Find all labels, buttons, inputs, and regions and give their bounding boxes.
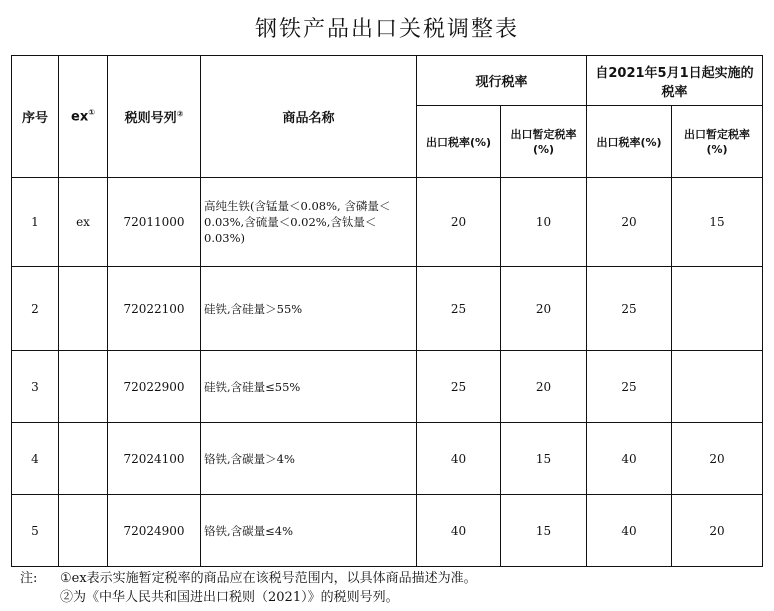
page-title: 钢铁产品出口关税调整表 [254,17,519,42]
footnote-mark-1: ① [88,108,95,118]
tariff-table [11,55,763,567]
cell-tariff: 72024900 [108,495,201,567]
cell-new-export-rate: 40 [587,495,672,567]
cell-tariff: 72024100 [108,423,201,495]
table-row [12,423,763,495]
cell-ex [59,351,108,423]
cell-new-export-rate: 25 [587,267,672,351]
cell-product-name: 高纯生铁(含锰量＜0.08%, 含磷量＜0.03%,含硫量＜0.02%,含钛量＜0.03%) [201,178,417,267]
cell-tariff: 72022900 [108,351,201,423]
cell-current-provisional-rate: 10 [501,178,587,267]
header-new-export-rate: 出口税率(%) [587,106,672,178]
table-row [12,178,763,267]
cell-product-name: 硅铁,含硅量＞55% [201,267,417,351]
cell-current-provisional-rate: 20 [501,267,587,351]
cell-product-name: 铬铁,含碳量＞4% [201,423,417,495]
cell-seq: 3 [12,351,59,423]
cell-new-provisional-rate: 15 [672,178,763,267]
footnotes [20,569,477,607]
cell-current-provisional-rate: 15 [501,495,587,567]
cell-current-export-rate: 25 [417,351,501,423]
cell-new-provisional-rate: 20 [672,495,763,567]
cell-new-provisional-rate [672,267,763,351]
header-product-name: 商品名称 [201,56,417,178]
cell-tariff: 72011000 [108,178,201,267]
cell-current-export-rate: 20 [417,178,501,267]
cell-seq: 1 [12,178,59,267]
cell-current-export-rate: 40 [417,423,501,495]
cell-new-export-rate: 25 [587,351,672,423]
cell-seq: 2 [12,267,59,351]
cell-new-export-rate: 20 [587,178,672,267]
table-row [12,267,763,351]
cell-new-provisional-rate [672,351,763,423]
header-new-provisional-rate: 出口暂定税率(%) [672,106,763,178]
cell-new-provisional-rate: 20 [672,423,763,495]
cell-ex [59,267,108,351]
cell-current-export-rate: 25 [417,267,501,351]
cell-seq: 4 [12,423,59,495]
table-row [12,351,763,423]
cell-tariff: 72022100 [108,267,201,351]
footnote-1: ①ex表示实施暂定税率的商品应在该税号范围内，以具体商品描述为准。 [60,571,477,586]
header-seq: 序号 [12,56,59,178]
table-row [12,495,763,567]
header-tariff-number: 税则号列② [108,56,201,178]
footnote-mark-2: ② [176,109,184,119]
footnote-2: ②为《中华人民共和国进出口税则（2021）》的税则号列。 [60,590,399,605]
cell-ex [59,423,108,495]
cell-current-provisional-rate: 15 [501,423,587,495]
cell-current-export-rate: 40 [417,495,501,567]
cell-product-name: 硅铁,含硅量≤55% [201,351,417,423]
cell-current-provisional-rate: 20 [501,351,587,423]
cell-seq: 5 [12,495,59,567]
header-new-rate: 自2021年5月1日起实施的税率 [587,56,763,106]
header-ex: ex① [59,56,108,178]
cell-ex [59,495,108,567]
header-current-export-rate: 出口税率(%) [417,106,501,178]
header-current-rate: 现行税率 [417,56,587,106]
cell-new-export-rate: 40 [587,423,672,495]
header-current-provisional-rate: 出口暂定税率(%) [501,106,587,178]
cell-product-name: 铬铁,含碳量≤4% [201,495,417,567]
notes-label: 注: [20,571,38,586]
cell-ex: ex [59,178,108,267]
